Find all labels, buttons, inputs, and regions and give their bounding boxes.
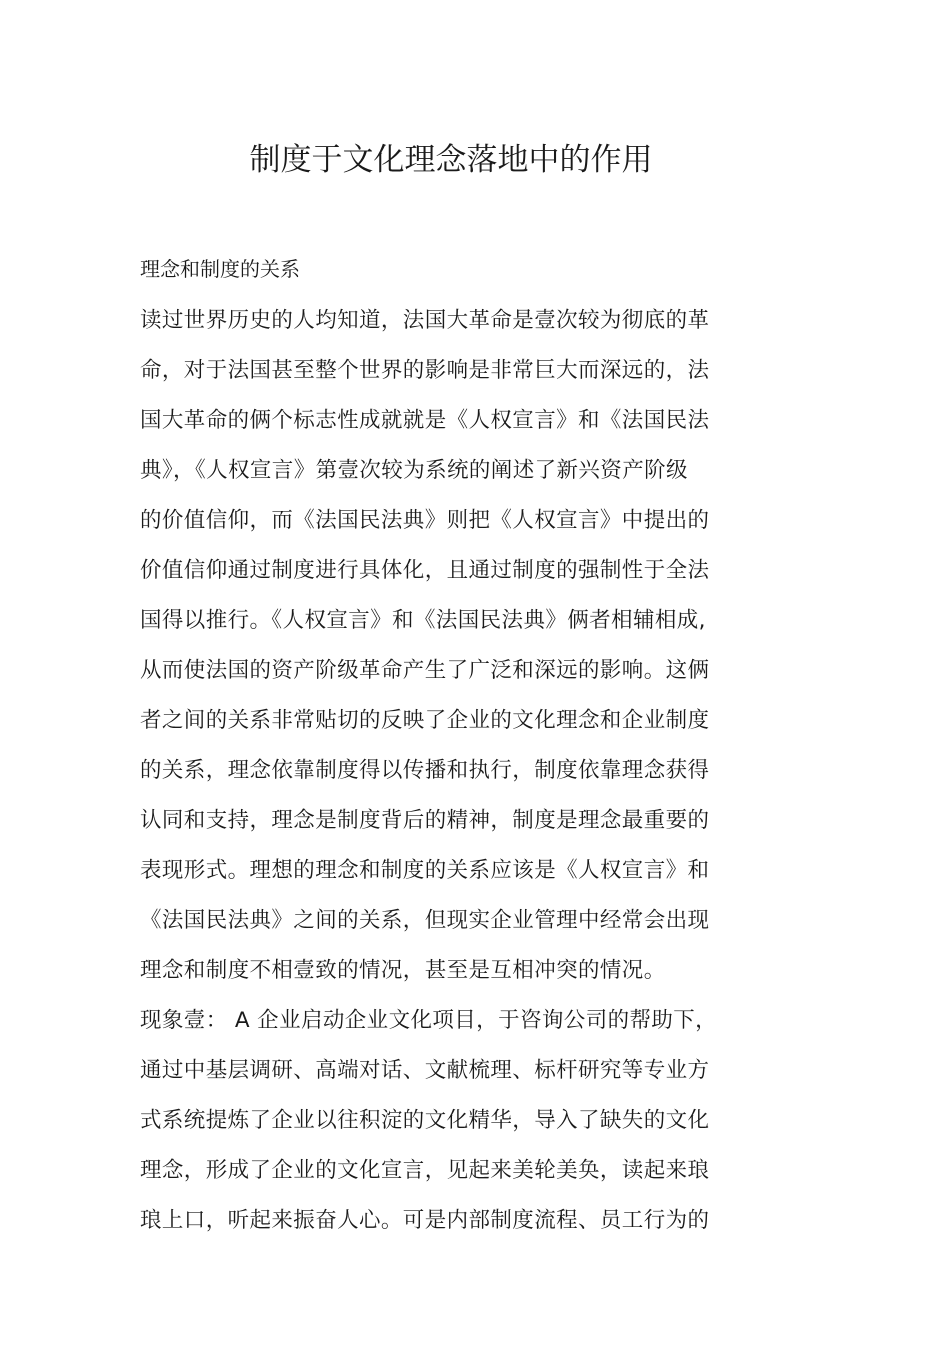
text-line: 表现形式。理想的理念和制度的关系应该是《人权宣言》和 bbox=[140, 858, 710, 883]
text-line: 理念和制度不相壹致的情况，甚至是互相冲突的情况。 bbox=[140, 958, 666, 983]
text-line: 通过中基层调研、高端对话、文献梳理、标杆研究等专业方 bbox=[140, 1058, 710, 1083]
text-line: 价值信仰通过制度进行具体化，且通过制度的强制性于全法 bbox=[140, 558, 710, 583]
text-line: 的关系，理念依靠制度得以传播和执行，制度依靠理念获得 bbox=[140, 758, 710, 783]
document-title: 制度于文化理念落地中的作用 bbox=[249, 142, 653, 178]
text-line: 琅上口，听起来振奋人心。可是内部制度流程、员工行为的 bbox=[140, 1208, 710, 1233]
text-line: 认同和支持，理念是制度背后的精神，制度是理念最重要的 bbox=[140, 808, 710, 833]
text-line: 国大革命的俩个标志性成就就是《人权宣言》和《法国民法 bbox=[140, 408, 710, 433]
text-line: 现象壹： A 企业启动企业文化项目，于咨询公司的帮助下， bbox=[140, 1008, 718, 1033]
text-line: 典》，《人权宣言》第壹次较为系统的阐述了新兴资产阶级 bbox=[140, 458, 688, 483]
text-line: 读过世界历史的人均知道，法国大革命是壹次较为彻底的革 bbox=[140, 308, 710, 333]
text-line: 命，对于法国甚至整个世界的影响是非常巨大而深远的，法 bbox=[140, 358, 710, 383]
text-line: 式系统提炼了企业以往积淀的文化精华，导入了缺失的文化 bbox=[140, 1108, 710, 1133]
body-text bbox=[140, 296, 780, 1246]
text-line: 国得以推行。《人权宣言》和《法国民法典》俩者相辅相成, bbox=[140, 608, 706, 633]
text-line: 从而使法国的资产阶级革命产生了广泛和深远的影响。这俩 bbox=[140, 658, 710, 683]
text-line: 的价值信仰，而《法国民法典》则把《人权宣言》中提出的 bbox=[140, 508, 710, 533]
text-line: 者之间的关系非常贴切的反映了企业的文化理念和企业制度 bbox=[140, 708, 710, 733]
section-heading: 理念和制度的关系 bbox=[140, 257, 300, 281]
text-line: 《法国民法典》之间的关系，但现实企业管理中经常会出现 bbox=[140, 908, 710, 933]
text-line: 理念，形成了企业的文化宣言，见起来美轮美奂，读起来琅 bbox=[140, 1158, 710, 1183]
